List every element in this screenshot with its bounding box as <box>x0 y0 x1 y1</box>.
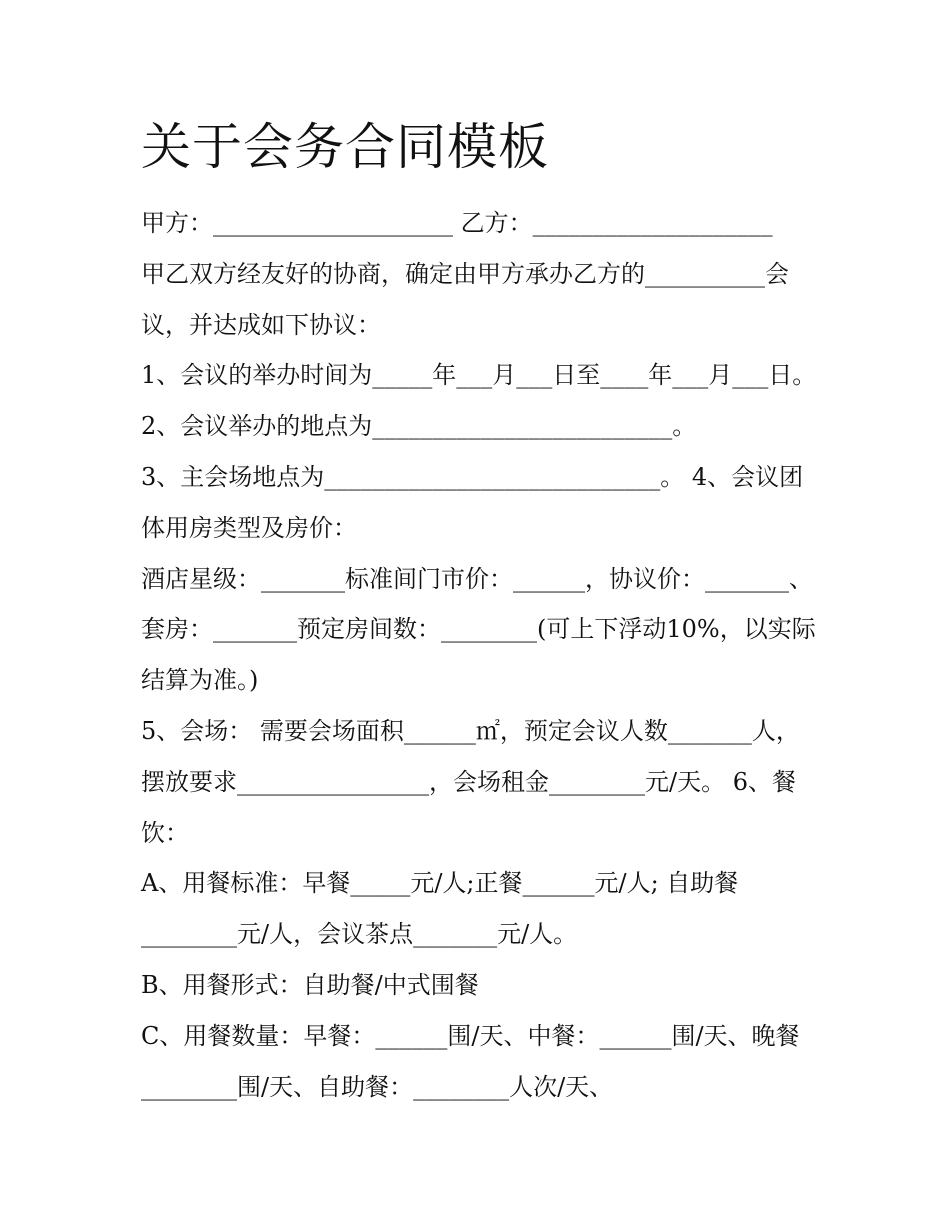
text-line-suite: 套房：_______预定房间数：________(可上下浮动10%，以实际 <box>141 615 816 644</box>
text-line-clause-4-cont: 体用房类型及房价： <box>141 513 357 542</box>
document-title: 关于会务合同模板 <box>141 118 549 176</box>
text-line-clause-1: 1、会议的举办时间为_____年___月___日至____年___月___日。 <box>141 361 817 390</box>
text-line-meal-standard-cont: ________元/人，会议茶点_______元/人。 <box>141 920 578 949</box>
text-line-intro: 甲乙双方经友好的协商，确定由甲方承办乙方的__________会 <box>141 259 789 288</box>
text-line-clause-2: 2、会议举办的地点为_________________________。 <box>141 412 697 441</box>
text-line-catering: 饮： <box>141 818 189 847</box>
text-line-meal-quantity-cont: ________围/天、自助餐：________人次/天、 <box>141 1072 614 1101</box>
document-body <box>141 198 821 1112</box>
text-line-room-prices: 酒店星级：_______标准间门市价：______，协议价：_______、 <box>141 564 813 593</box>
text-line-clause-3: 3、主会场地点为____________________________。 4、会议团 <box>141 462 804 491</box>
text-line-intro-cont: 议，并达成如下协议： <box>141 310 381 339</box>
text-line-settlement: 结算为准。) <box>141 666 259 695</box>
text-line-meal-standard: A、用餐标准：早餐_____元/人;正餐______元/人; 自助餐 <box>141 869 739 898</box>
text-line-venue-rent: 摆放要求________________，会场租金________元/天。 6、餐 <box>141 767 796 796</box>
text-line-meal-quantity: C、用餐数量：早餐：______围/天、中餐：______围/天、晚餐 <box>141 1021 800 1050</box>
text-line-clause-5: 5、会场： 需要会场面积______㎡，预定会议人数_______人， <box>141 716 800 745</box>
text-line-party-names: 甲方：____________________ 乙方：____________________ <box>141 209 773 237</box>
text-line-meal-form: B、用餐形式：自助餐/中式围餐 <box>141 970 479 999</box>
